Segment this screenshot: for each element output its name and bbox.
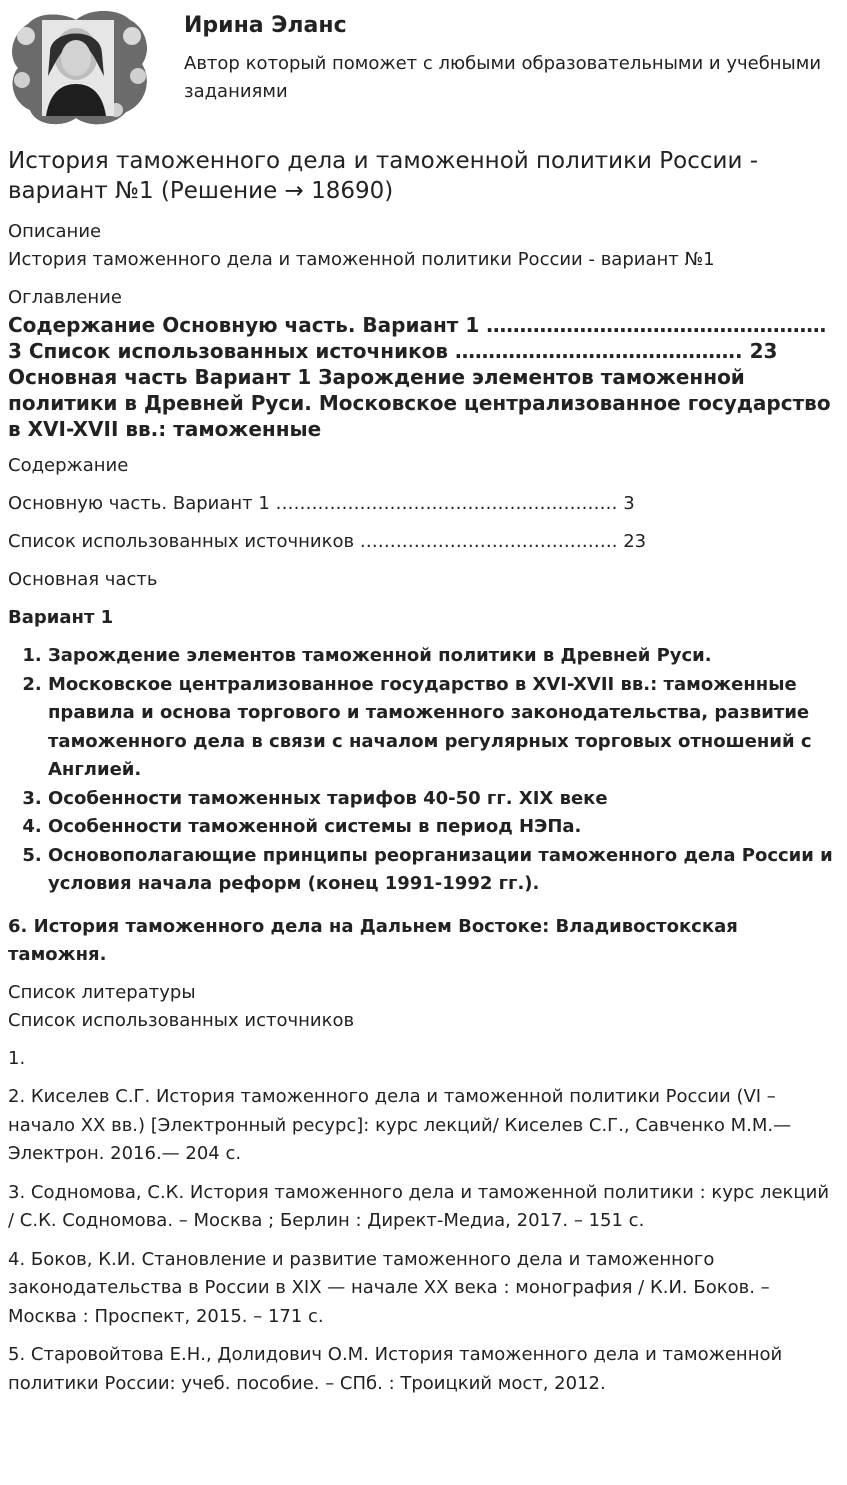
variant-label: Вариант 1 [8, 607, 114, 628]
contents-line: Список использованных источников ……………………………………. 23 [8, 531, 647, 552]
author-avatar [6, 6, 152, 128]
main-part-label: Основная часть [8, 569, 158, 590]
author-description: Автор который поможет с любыми образовательными и учебными заданиями [184, 53, 822, 102]
document-content [8, 146, 840, 1408]
author-name: Ирина Эланс [184, 13, 347, 38]
list-item: 3. Особенности таможенных тарифов 40-50 гг. XIX веке [48, 785, 840, 814]
description-text: История таможенного дела и таможенной политики России - вариант №1 [8, 249, 715, 270]
list-item: 5. Основополагающие принципы реорганизации таможенного дела России и условия начала реформ (конец 1991-1992 гг.). [48, 842, 840, 899]
variant-list [8, 642, 840, 899]
author-header [0, 0, 847, 135]
reference-item: 4. Боков, К.И. Становление и развитие таможенного дела и таможенного законодательства в России в XIX — начале XX века : монография / К.И. Боков. – Москва : Проспект, 2015. – 171 с. [8, 1248, 770, 1327]
sources-label: Список использованных источников [8, 1009, 355, 1031]
literature-label: Список литературы [8, 981, 196, 1003]
contents-line: Основную часть. Вариант 1 ………………………………………………… 3 [8, 493, 635, 514]
document-title: История таможенного дела и таможенной политики России - вариант №1 (Решение → 18690) [8, 148, 759, 204]
toc-label: Оглавление [8, 287, 122, 308]
list-item: 1. Зарождение элементов таможенной политики в Древней Руси. [48, 642, 840, 671]
list-item: 2. Московское централизованное государство в XVI-XVII вв.: таможенные правила и основа торгового и таможенного законодательства, развитие таможенного дела в связи с началом регулярных торговых отношений с Англией. [48, 671, 840, 785]
description-label: Описание [8, 221, 102, 242]
reference-item: 1. [8, 1047, 26, 1069]
item-6: 6. История таможенного дела на Дальнем Востоке: Владивостокская таможня. [8, 915, 738, 965]
list-item: 4. Особенности таможенной системы в период НЭПа. [48, 813, 840, 842]
reference-item: 2. Киселев С.Г. История таможенного дела и таможенной политики России (VI – начало XX вв.) [Электронный ресурс]: курс лекций/ Киселев С.Г., Савченко М.М.— Электрон. 2016.— 204 с. [8, 1086, 792, 1164]
toc-summary: Содержание Основную часть. Вариант 1 …………………………………………… 3 Список использованных источников ……………………………………. 23 Основная часть Вариант 1 Зарождение элементов таможенной политики в Древней Руси. Московское централизованное государство в XVI-XVII вв.: таможенные [8, 313, 831, 441]
reference-item: 3. Содномова, С.К. История таможенного дела и таможенной политики : курс лекций / С.К. Содномова. – Москва ; Берлин : Директ-Медиа, 2017. – 151 с. [8, 1181, 830, 1231]
contents-label: Содержание [8, 455, 129, 476]
reference-item: 5. Старовойтова Е.Н., Долидович О.М. История таможенного дела и таможенной политики России: учеб. пособие. – СПб. : Троицкий мост, 2012. [8, 1344, 783, 1394]
